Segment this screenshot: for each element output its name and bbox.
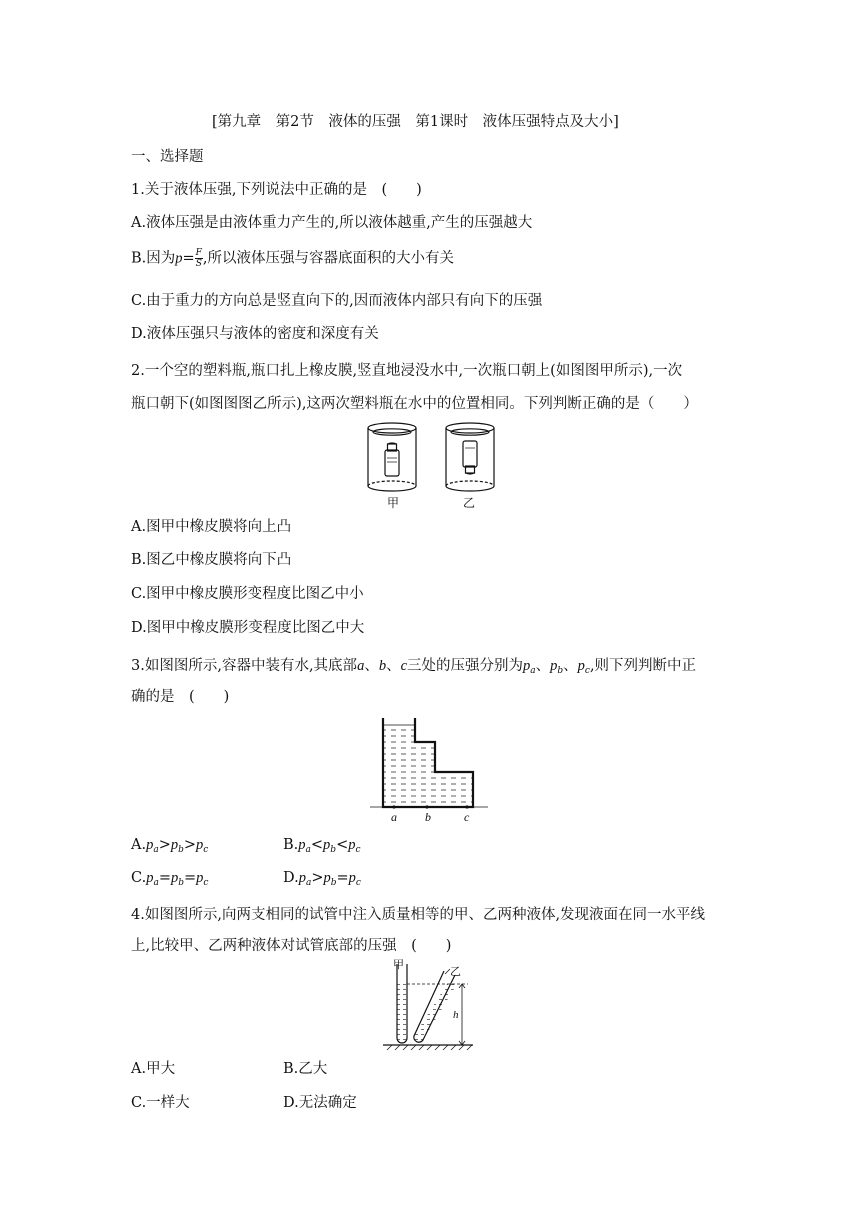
q3-c-pa-sub: a — [153, 878, 159, 888]
q3-label-a: a — [391, 810, 397, 824]
q3-b-pb: p — [323, 837, 331, 853]
q3-d-pc-sub: c — [355, 878, 361, 888]
q1-formula-eq: = — [182, 250, 195, 267]
q3-c-op1: = — [158, 870, 171, 886]
q3-var-a: a — [357, 658, 365, 674]
q3-c-pb-sub: b — [178, 878, 184, 888]
q3-figure-container — [370, 715, 490, 825]
q3-b-op2: < — [336, 837, 349, 853]
q2-option-d: D.图甲中橡皮膜形变程度比图乙中大 — [131, 620, 365, 636]
q3-label-b: b — [425, 810, 431, 824]
q3-d-pb: p — [323, 870, 331, 886]
q3-option-a-letter: A. — [131, 837, 147, 853]
q3-d-pb-sub: b — [330, 878, 337, 888]
q3-d-op1: > — [311, 870, 324, 886]
q1-option-b-suffix: ,所以液体压强与容器底面积的大小有关 — [202, 250, 455, 267]
q4-option-b: B.乙大 — [283, 1061, 328, 1077]
q3-stem-mid: 三处的压强分别为 — [407, 658, 523, 674]
q4-figure-label-h: h — [453, 1009, 459, 1021]
q3-option-c-letter: C. — [131, 870, 147, 886]
q3-stem-line2: 确的是 ( ) — [131, 689, 230, 705]
q3-b-pc-sub: c — [355, 845, 361, 855]
q3-var-b: b — [378, 658, 387, 674]
q4-option-d: D.无法确定 — [283, 1095, 357, 1111]
q3-d-pa: p — [298, 870, 306, 886]
q3-var-c: c — [400, 658, 407, 674]
q2-option-c: C.图甲中橡皮膜形变程度比图乙中小 — [131, 586, 364, 602]
q3-c-pc-sub: c — [203, 878, 209, 888]
q3-option-b — [283, 838, 361, 855]
q2-option-b: B.图乙中橡皮膜将向下凸 — [131, 552, 292, 568]
q3-b-pb-sub: b — [330, 845, 337, 855]
q3-c-pa: p — [146, 870, 154, 886]
q3-option-d-letter: D. — [283, 870, 299, 886]
q4-figure-label-yi: 乙 — [450, 965, 461, 978]
q3-pc-sub: c — [584, 666, 590, 676]
q3-a-op1: > — [158, 837, 171, 853]
q1-option-b-prefix: B.因为 — [131, 250, 176, 267]
q3-a-pa: p — [146, 837, 154, 853]
q4-option-a: A.甲大 — [131, 1061, 176, 1077]
q3-option-d — [283, 871, 361, 888]
q3-d-op2: = — [336, 870, 349, 886]
q3-stem-suffix: ,则下列判断中正 — [589, 658, 697, 674]
q3-a-pb: p — [170, 837, 179, 853]
q3-c-op2: = — [183, 870, 197, 886]
bottle-down-beaker — [446, 423, 494, 491]
q2-figure-label-yi: 乙 — [463, 496, 476, 510]
q3-option-b-letter: B. — [283, 837, 299, 853]
q3-option-c — [131, 871, 208, 888]
q2-option-a: A.图甲中橡皮膜将向上凸 — [131, 519, 292, 535]
q4-stem-line1: 4.如图图所示,向两支相同的试管中注入质量相等的甲、乙两种液体,发现液面在同一水平线 — [131, 907, 706, 923]
q4-figure-test-tubes — [378, 962, 488, 1057]
q3-a-pc-sub: c — [203, 845, 209, 855]
q3-c-pb: p — [170, 870, 179, 886]
q3-d-pa-sub: a — [305, 878, 312, 888]
q3-a-pa-sub: a — [153, 845, 159, 855]
q1-option-a: A.液体压强是由液体重力产生的,所以液体越重,产生的压强越大 — [131, 215, 533, 231]
q3-stem-line1 — [131, 659, 696, 676]
q3-pa: p — [523, 658, 531, 674]
q3-a-pc: p — [196, 837, 204, 853]
q3-sep3: 、 — [535, 658, 551, 674]
q4-option-c: C.一样大 — [131, 1095, 190, 1111]
q3-sep4: 、 — [563, 658, 578, 674]
q1-stem: 1.关于液体压强,下列说法中正确的是 ( ) — [131, 182, 422, 198]
q3-b-pa-sub: a — [305, 845, 311, 855]
q1-option-c: C.由于重力的方向总是竖直向下的,因而液体内部只有向下的压强 — [131, 293, 543, 309]
section-heading: 一、选择题 — [131, 149, 204, 165]
q4-figure-label-jia: 甲 — [393, 958, 404, 971]
q3-pb: p — [550, 658, 558, 674]
bottle-up-beaker — [368, 423, 416, 491]
q3-pb-sub: b — [557, 666, 564, 676]
q1-option-d: D.液体压强只与液体的密度和深度有关 — [131, 326, 379, 342]
q1-formula-p: p — [175, 250, 183, 267]
q3-stem-prefix: 3.如图图所示,容器中装有水,其底部 — [131, 658, 358, 674]
q3-pa-sub: a — [530, 666, 536, 676]
q3-a-pb-sub: b — [178, 845, 184, 855]
q4-stem-line2: 上,比较甲、乙两种液体对试管底部的压强 ( ) — [131, 938, 452, 954]
q3-a-op2: > — [183, 837, 197, 853]
q2-stem-line2: 瓶口朝下(如图图图乙所示),这两次塑料瓶在水中的位置相同。下列判断正确的是（ ） — [131, 396, 698, 412]
q2-figure — [360, 420, 510, 510]
q3-b-pc: p — [348, 837, 356, 853]
q3-d-pc: p — [348, 870, 356, 886]
q2-stem-line1: 2.一个空的塑料瓶,瓶口扎上橡皮膜,竖直地浸没水中,一次瓶口朝上(如图图甲所示),一次 — [131, 363, 683, 379]
q1-formula-fraction — [195, 248, 203, 269]
page-title: [第九章 第2节 液体的压强 第1课时 液体压强特点及大小] — [212, 114, 619, 130]
q3-c-pc: p — [196, 870, 204, 886]
q3-sep1: 、 — [364, 658, 379, 674]
q3-b-pa: p — [298, 837, 306, 853]
q3-label-c: c — [464, 810, 470, 824]
q1-fraction-denominator: S — [195, 259, 202, 269]
q1-option-b — [131, 248, 454, 269]
q1-fraction-numerator: F — [195, 248, 202, 258]
q3-sep2: 、 — [386, 658, 401, 674]
q3-option-a — [131, 838, 208, 855]
q3-b-op1: < — [310, 837, 324, 853]
q2-figure-label-jia: 甲 — [387, 496, 400, 510]
q3-pc: p — [577, 658, 585, 674]
